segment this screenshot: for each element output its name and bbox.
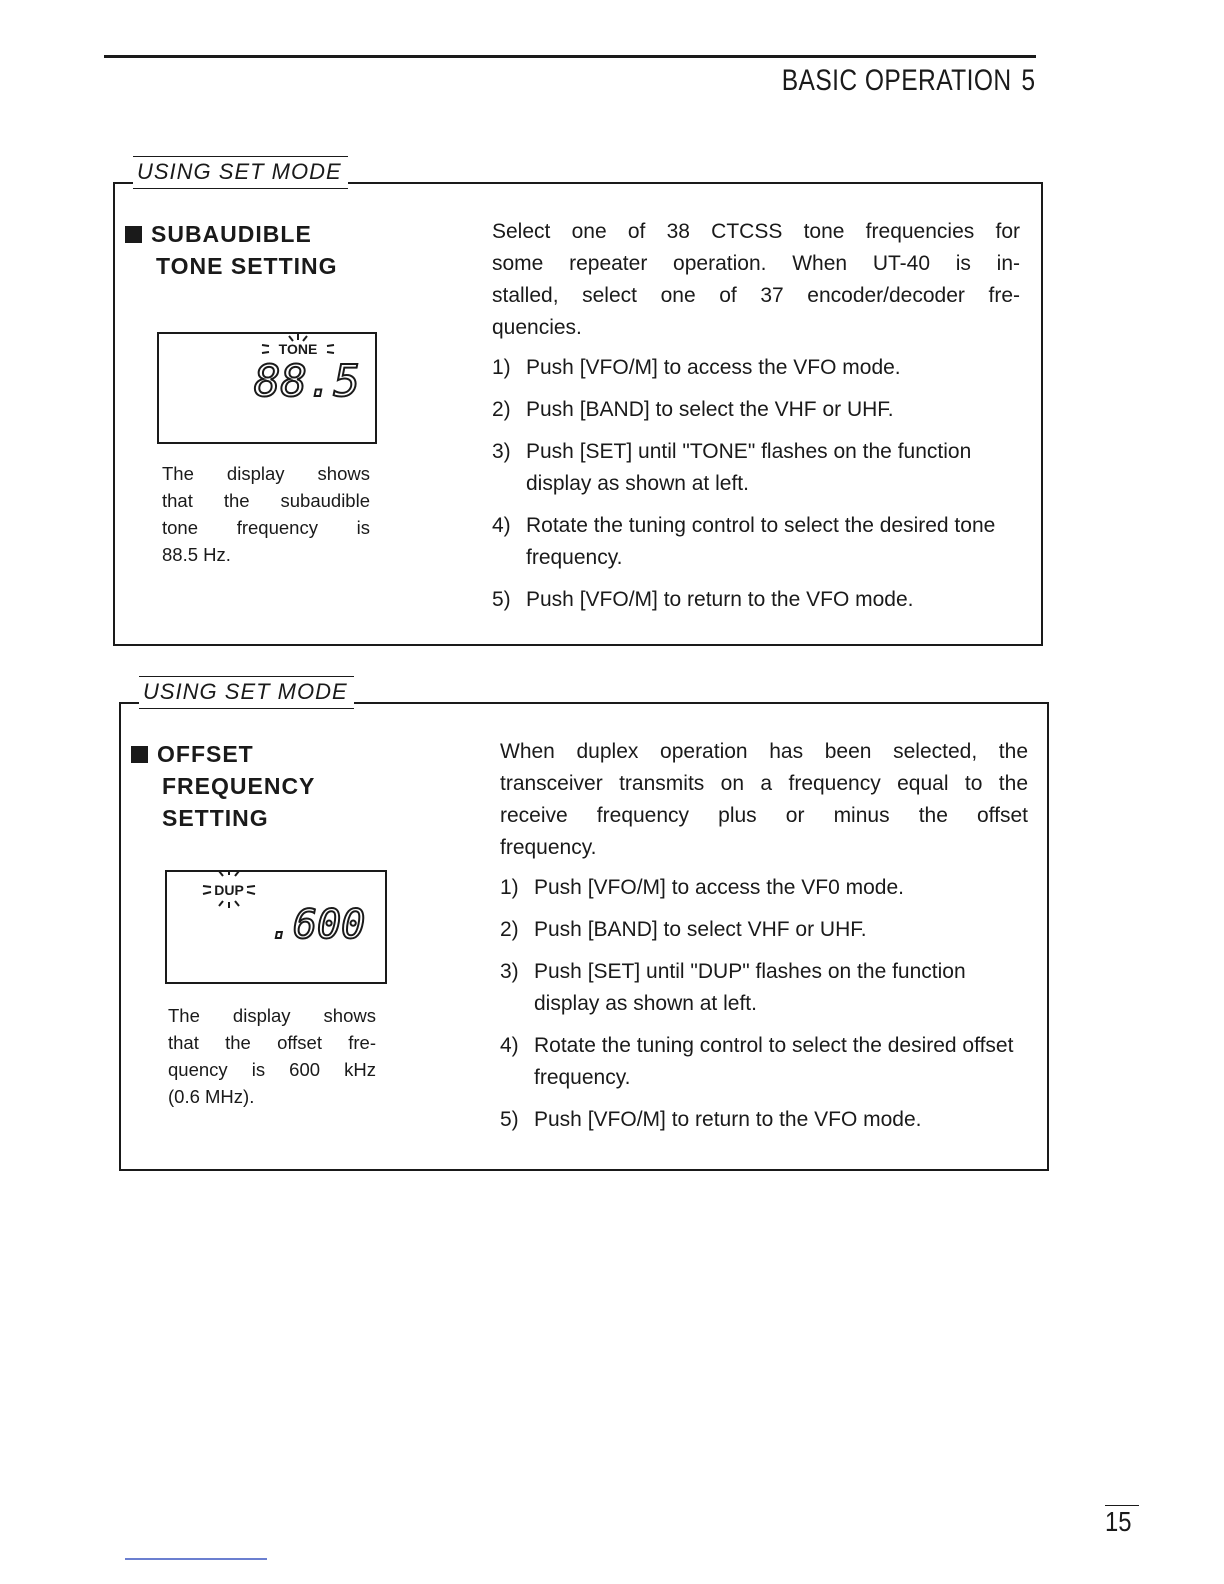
- subaudible-tone-section: [113, 159, 1043, 646]
- section-body: [492, 216, 1020, 626]
- top-rule: [104, 55, 1036, 58]
- step-text: Push [VFO/M] to access the VFO mode.: [526, 356, 901, 379]
- step-number: 5): [492, 588, 511, 611]
- intro-paragraph: [500, 736, 1028, 864]
- caption-line: tone frequency is: [162, 517, 370, 538]
- step-item: [492, 510, 1020, 574]
- step-number: 2): [500, 918, 519, 941]
- lcd-display-illustration: [157, 332, 377, 444]
- lcd-indicator-label: TONE: [278, 341, 318, 357]
- caption-line: that the offset fre-: [168, 1032, 376, 1053]
- section-heading: [125, 218, 338, 282]
- display-caption: [168, 1002, 376, 1110]
- intro-line: receive frequency plus or minus the offset: [500, 804, 1028, 827]
- step-text: Push [SET] until "TONE" flashes on the function display as shown at left.: [526, 440, 972, 495]
- step-text: Push [BAND] to select VHF or UHF.: [534, 918, 867, 941]
- step-number: 1): [500, 876, 519, 899]
- caption-line: The display shows: [168, 1005, 376, 1026]
- step-item: [500, 956, 1028, 1020]
- step-item: [492, 584, 1020, 616]
- section-tab: USING SET MODE: [139, 676, 354, 709]
- step-item: [492, 436, 1020, 500]
- heading-line: FREQUENCY: [162, 773, 316, 799]
- step-item: [500, 872, 1028, 904]
- step-text: Push [VFO/M] to return to the VFO mode.: [526, 588, 914, 611]
- lcd-digits: .600: [268, 902, 366, 948]
- step-text: Rotate the tuning control to select the desired offset frequency.: [534, 1034, 1014, 1089]
- intro-line: quencies.: [492, 316, 582, 339]
- step-number: 2): [492, 398, 511, 421]
- step-number: 4): [500, 1034, 519, 1057]
- step-text: Push [SET] until "DUP" flashes on the function display as shown at left.: [534, 960, 966, 1015]
- offset-frequency-section: [119, 679, 1049, 1171]
- step-item: [492, 394, 1020, 426]
- step-number: 5): [500, 1108, 519, 1131]
- caption-line: The display shows: [162, 463, 370, 484]
- caption-line: (0.6 MHz).: [168, 1086, 255, 1107]
- step-text: Rotate the tuning control to select the desired tone frequency.: [526, 514, 996, 569]
- step-number: 3): [500, 960, 519, 983]
- heading-line: SETTING: [162, 805, 269, 831]
- intro-line: Select one of 38 CTCSS tone frequencies for: [492, 220, 1020, 243]
- chapter-number: 5: [1021, 64, 1036, 97]
- step-item: [500, 1030, 1028, 1094]
- page-header: [782, 64, 1036, 98]
- intro-line: When duplex operation has been selected, the: [500, 740, 1028, 763]
- lcd-digits: 88.5: [254, 356, 360, 407]
- intro-line: some repeater operation. When UT-40 is in-: [492, 252, 1020, 275]
- intro-paragraph: [492, 216, 1020, 344]
- step-item: [500, 1104, 1028, 1136]
- lcd-readout-icon: [159, 334, 375, 442]
- section-heading: [131, 738, 315, 834]
- display-caption: [162, 460, 370, 568]
- square-bullet-icon: [125, 226, 142, 243]
- heading-line: SUBAUDIBLE: [151, 221, 312, 247]
- intro-line: frequency.: [500, 836, 597, 859]
- caption-line: 88.5 Hz.: [162, 544, 231, 565]
- step-item: [500, 914, 1028, 946]
- scan-artifact-line: [125, 1558, 267, 1560]
- page-number: 15: [1105, 1505, 1139, 1538]
- section-body: [500, 736, 1028, 1146]
- step-text: Push [VFO/M] to return to the VFO mode.: [534, 1108, 922, 1131]
- intro-line: transceiver transmits on a frequency equal to the: [500, 772, 1028, 795]
- intro-line: stalled, select one of 37 encoder/decoder fre-: [492, 284, 1020, 307]
- header-title: BASIC OPERATION: [782, 64, 1013, 97]
- step-number: 1): [492, 356, 511, 379]
- lcd-indicator-label: DUP: [214, 882, 244, 898]
- lcd-readout-icon: [167, 872, 385, 982]
- step-number: 3): [492, 440, 511, 463]
- step-number: 4): [492, 514, 511, 537]
- section-tab: USING SET MODE: [133, 156, 348, 189]
- step-item: [492, 352, 1020, 384]
- step-text: Push [BAND] to select the VHF or UHF.: [526, 398, 894, 421]
- caption-line: that the subaudible: [162, 490, 370, 511]
- square-bullet-icon: [131, 746, 148, 763]
- heading-line: OFFSET: [157, 741, 254, 767]
- lcd-display-illustration: [165, 870, 387, 984]
- heading-line: TONE SETTING: [156, 253, 338, 279]
- caption-line: quency is 600 kHz: [168, 1059, 376, 1080]
- step-text: Push [VFO/M] to access the VF0 mode.: [534, 876, 904, 899]
